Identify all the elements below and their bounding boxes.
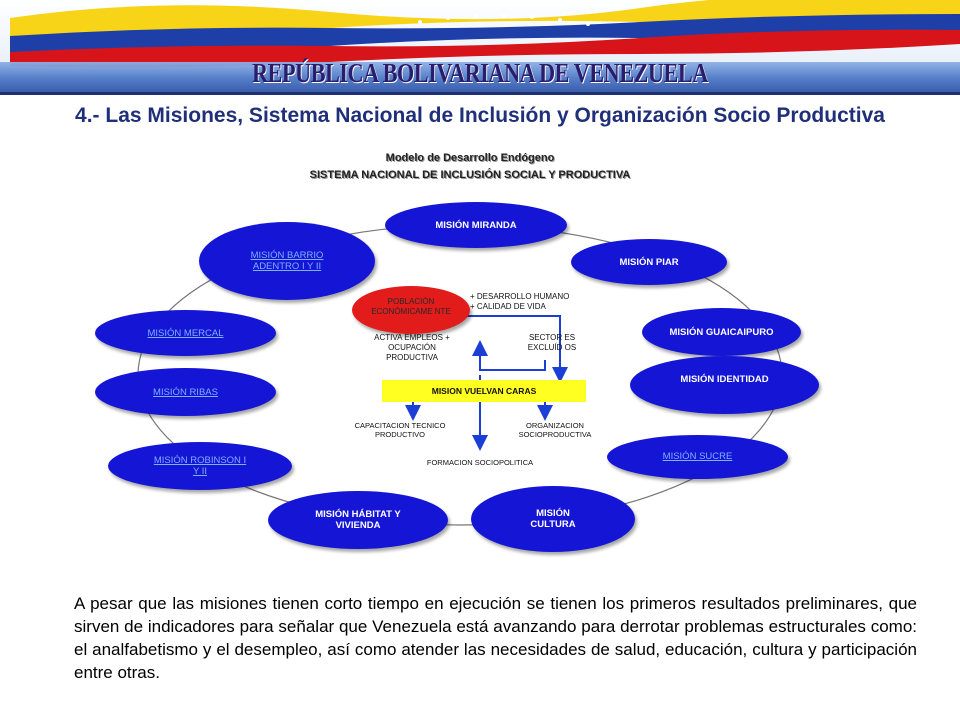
body-paragraph: A pesar que las misiones tienen corto tiempo en ejecución se tienen los primeros resultados preliminares, que sirven de indicadores para señalar que Venezuela está avanzando para derrotar problemas estructurales como: el analfabetismo y el desempleo, así como atender las necesidades de salud, educación, cultura y participación entre otras. [74,594,917,682]
diagram-title: SISTEMA NACIONAL DE INCLUSIÓN SOCIAL Y PRODUCTIVA [309,169,631,181]
mision-miranda[interactable]: MISIÓN MIRANDA [385,202,567,248]
activa-empleos-label: ACTIVA EMPLEOS + OCUPACIÓN PRODUCTIVA [374,333,450,362]
mision-mercal[interactable]: MISIÓN MERCAL [95,310,276,356]
desarrollo-line-2: + CALIDAD DE VIDA [470,302,546,311]
mision-vuelvan-caras-box[interactable] [382,380,586,402]
formacion-label: FORMACION SOCIOPOLITICA [426,458,534,467]
mision-sucre[interactable]: MISIÓN SUCRE [607,435,788,479]
mision-barrio-adentro[interactable]: MISIÓN BARRIO ADENTRO I Y II [199,222,375,300]
mision-habitat-vivienda[interactable]: MISIÓN HÁBITAT Y VIVIENDA [268,491,448,549]
mision-ribas[interactable]: MISIÓN RIBAS [95,368,276,416]
desarrollo-line-1: + DESARROLLO HUMANO [470,292,570,301]
desarrollo-humano-label [470,292,569,312]
organizacion-label: ORGANIZACION SOCIOPRODUCTIVA [518,421,592,439]
mision-robinson[interactable]: MISIÓN ROBINSON I Y II [108,442,292,490]
slide-title: 4.- Las Misiones, Sistema Nacional de Inclusión y Organización Socio Productiva [75,104,885,127]
sectores-excluidos-label: SECTOR ES EXCLUÍD OS [527,333,577,352]
vuelvan-caras-label: MISION VUELVAN CARAS [431,386,537,396]
poblacion-label: POBLACIÓN ECONÓMICAME NTE [371,297,451,316]
banner-title: REPÚBLICA BOLIVARIANA DE VENEZUELA [252,58,708,88]
mision-piar[interactable]: MISIÓN PIAR [571,239,727,285]
diagram-subtitle: Modelo de Desarrollo Endógeno [385,152,555,164]
mision-cultura[interactable]: MISIÓN CULTURA [471,486,635,552]
capacitacion-label: CAPACITACION TECNICO PRODUCTIVO [354,421,446,439]
mision-identidad[interactable]: MISIÓN IDENTIDAD [630,356,819,414]
mision-guaicaipuro[interactable]: MISIÓN GUAICAIPURO [642,308,801,356]
